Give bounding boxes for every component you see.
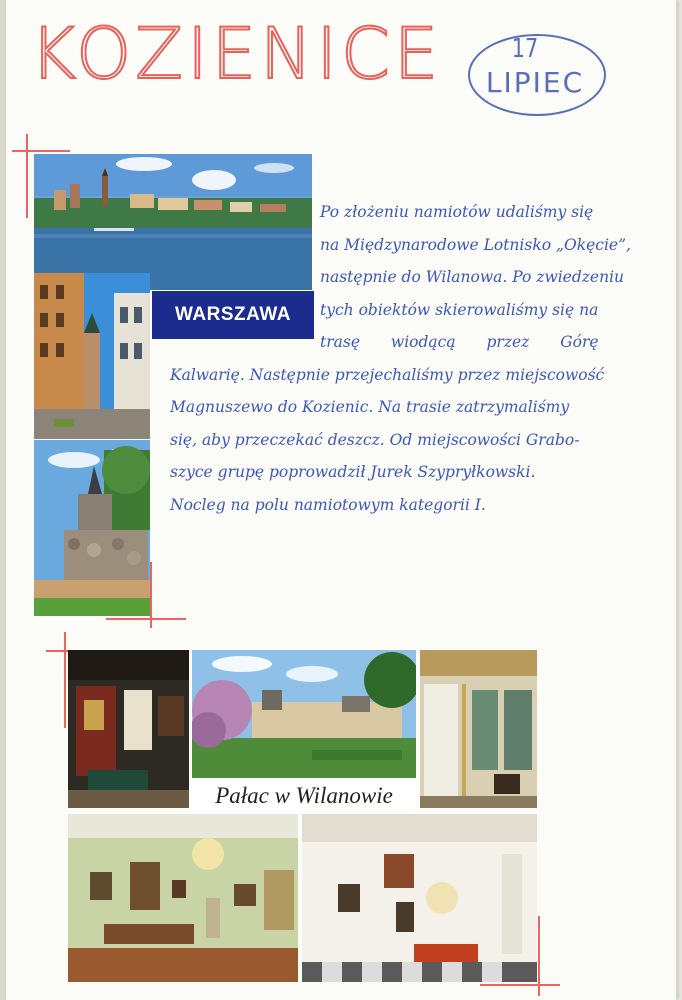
corner-mark-top-left-v bbox=[26, 134, 28, 218]
corner-mark2-bottom-right-h bbox=[480, 984, 560, 986]
handwritten-line: Po złożeniu namiotów udaliśmy się bbox=[320, 203, 594, 221]
handwritten-line: na Międzynarodowe Lotnisko „Okęcie”, bbox=[320, 235, 631, 254]
handwritten-line: trasę wiodącą przez Górę bbox=[320, 333, 599, 351]
handwritten-line: się, aby przeczekać deszcz. Od miejscowości Grabo- bbox=[170, 430, 580, 449]
corner-mark-top-left-h bbox=[12, 150, 70, 152]
handwritten-line: Kalwarię. Następnie przejechaliśmy przez miejscowość bbox=[170, 365, 605, 384]
photo-palace-exterior bbox=[192, 650, 416, 778]
photo-palace-green-salon bbox=[68, 814, 298, 982]
photo-palace-interior-red bbox=[68, 650, 189, 808]
handwritten-line: następnie do Wilanowa. Po zwiedzeniu bbox=[320, 268, 625, 286]
handwritten-line: Nocleg na polu namiotowym kategorii I. bbox=[170, 495, 486, 514]
warszawa-label: WARSZAWA bbox=[151, 290, 315, 340]
corner-mark2-top-left-v bbox=[64, 632, 66, 728]
photo-warsaw-street bbox=[34, 273, 150, 439]
handwritten-journal bbox=[170, 196, 650, 521]
palace-caption: Pałac w Wilanowie bbox=[192, 778, 416, 814]
date-day: 17 bbox=[511, 34, 539, 64]
handwritten-line: tych obiektów skierowaliśmy się na bbox=[320, 300, 599, 319]
page-title: KOZIENICE bbox=[30, 13, 443, 95]
date-month: LIPIEC bbox=[485, 66, 585, 99]
photo-palace-dining-hall bbox=[302, 814, 537, 982]
handwritten-line: Magnuszewo do Kozienic. Na trasie zatrzymaliśmy bbox=[170, 398, 570, 416]
photo-palace-interior-gold bbox=[420, 650, 537, 808]
handwritten-line: szyce grupę poprowadził Jurek Szypryłkowski. bbox=[170, 463, 536, 481]
photo-warsaw-monument bbox=[34, 440, 150, 616]
corner-mark-bottom-right-h bbox=[106, 618, 186, 620]
